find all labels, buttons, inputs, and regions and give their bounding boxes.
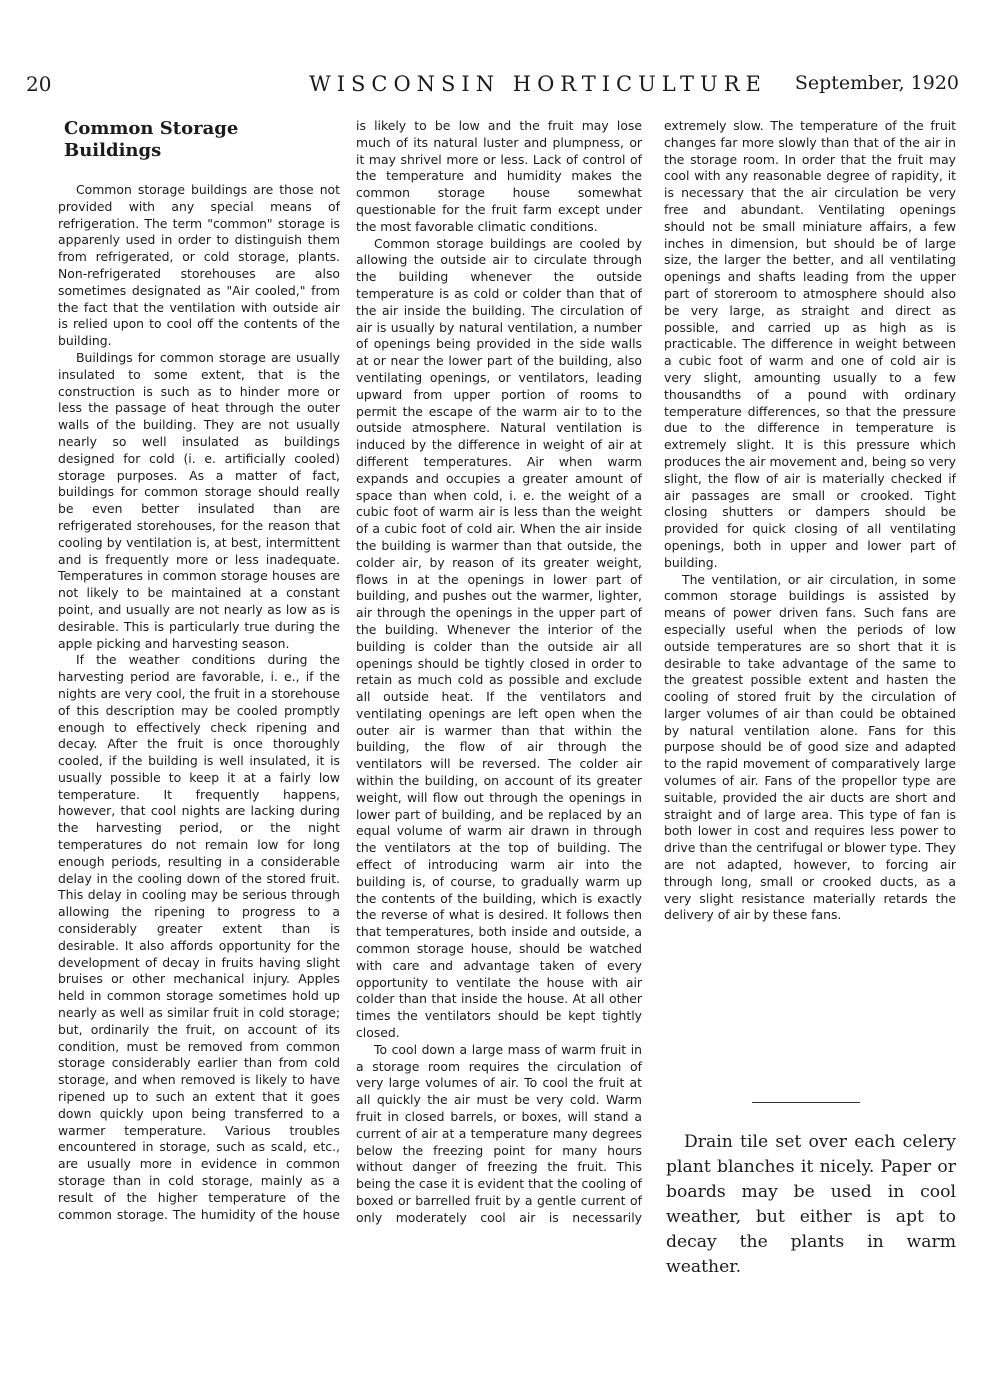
article-paragraph: If the weather conditions during the harvesting period are favorable, i. e., if the nights are very cool, the fruit in a storehouse of this description may be cooled promptly enough to effectively check ripening and decay. After the fruit is once thoroughly cooled, if the building is well insulated, it is usually possible to keep it at a fairly low temperature. It frequently happens, however, that cool nights are lacking during the harvesting period, or the night temperatures do not remain low for long enough periods, resulting in a considerable delay in the cooling down of the stored fruit. This delay in cooling may be serious through allowing the ripening to progress to a considerably greater extent than is desirable. It also affords opportunity for the development of decay in fruits having slight bruises or other mechanical injury. Apples held in common storage sometimes hold up nearly as well as similar fruit in cold storage; but, ordinarily the fruit, on account of its condition, must be removed from common storage considerably earlier than from cold storage, and when removed is likely to have ripened up to such an extent that it goes down quickly upon being transferred to a warmer temperature. Various troubles encountered in storage, such as scald, etc., are usually more in evidence in common storage than in cold storage, mainly as a result of the higher temperature of the common storage. The humidity of the house bbox=[58, 652, 340, 1222]
article-column-3 bbox=[664, 118, 956, 924]
journal-title: WISCONSIN HORTICULTURE bbox=[309, 72, 767, 96]
article-paragraph: Common storage buildings are cooled by allowing the outside air to circulate through the building whenever the outside temperature is as cold or colder than that of the air inside the building. The circulation of air is usually by natural ventilation, a number of openings being provided in the side walls at or near the lower part of the building, also ventilating openings, or ventilators, leading upward from upper portion of rooms to permit the escape of the warm air to to the outside atmosphere. Natural ventilation is induced by the difference in weight of air at different temperatures. Air when warm expands and occupies a greater amount of space than when cold, i. e. the weight of a cubic foot of warm air is less than the weight of a cubic foot of cold air. When the air inside the building is warmer than that outside, the colder air, by reason of its greater weight, flows in at the openings in lower part of building, and pushes out the warmer, lighter, air through the openings in the upper part of the building. Whenever the interior of the building is colder than the outside air all openings should be tightly closed in order to retain as much cold as possible and exclude all outside heat. If the ventilators and ventilating openings are left open when the outer air is warmer than that within the building, the flow of air through the ventilators will be reversed. The colder air within the building, on account of its greater weight, will flow out through the openings in lower part of building, and be replaced by an equal volume of warm air drawn in through the ventilators at the top of building. The effect of introducing warm air into the building is, of course, to gradually warm up the contents of the building, which is exactly the reverse of what is desired. It follows then that temperatures, both inside and outside, a common storage house, should be watched with care and advantage taken of every opportunity to ventilate the house with air colder than that inside the house. At all other times the ventilators should be kept tightly closed. bbox=[356, 235, 642, 1041]
article-title: Common Storage Buildings bbox=[64, 118, 239, 161]
article-paragraph-continued: extremely slow. The temperature of the fruit changes far more slowly than that of the air in the storage room. In order that the fruit may cool with any reasonable degree of rapidity, it is necessary that the air circulation be very free and abundant. Ventilating openings should not be small miniature affairs, a few inches in dimension, but should be of large size, the larger the better, and all ventilating openings and shafts leading from the upper part of storeroom to atmosphere should also be very large, as straight and direct as possible, and carried up as high as is practicable. The difference in weight between a cubic foot of warm and one of cold air is very slight, amounting usually to a few thousandths of a pound with ordinary temperature differences, so that the pressure due to the difference in temperature is extremely slight. It is this pressure which produces the air movement and, being so very slight, the flow of air is materially checked if air passages are small or crooked. Tight closing shutters or dampers should be provided for quick closing of all ventilating openings, both in upper and lower part of building. bbox=[664, 118, 956, 570]
article-paragraph: To cool down a large mass of warm fruit in a storage room requires the circulation of very large volumes of air. To cool the fruit at all quickly the air must be very cold. Warm fruit in closed barrels, or boxes, will stand a current of air at a temperature many degrees below the freezing point for many hours without danger of freezing the fruit. This being the case it is evident that the cooling of boxed or barrelled fruit by a gentle current of only moderately cool air is necessarily bbox=[356, 1041, 642, 1225]
article-paragraph: Buildings for common storage are usually insulated to some extent, that is the construction is such as to hinder more or less the passage of heat through the outer walls of the building. They are not usually nearly so well insulated as buildings designed for cold (i. e. artificially cooled) storage purposes. As a matter of fact, buildings for common storage should really be even better insulated than are refrigerated storehouses, for the reason that cooling by ventilation is, at best, intermittent and is frequently more or less inadequate. Temperatures in common storage houses are not likely to be maintained at a constant point, and usually are not nearly as low as is desirable. This is particularly true during the apple picking and harvesting season. bbox=[58, 349, 340, 651]
filler-note-text: Drain tile set over each celery plant blanches it nicely. Paper or boards may be used in cool weather, but either is apt to decay the plants in warm weather. bbox=[666, 1132, 956, 1277]
filler-note bbox=[666, 1130, 956, 1280]
running-header bbox=[26, 72, 959, 102]
article-paragraph: The ventilation, or air circulation, in some common storage buildings is assisted by means of power driven fans. Such fans are especially useful when the periods of low outside temperatures are so short that it is desirable to take advantage of the same to the greatest possible extent and hasten the cooling of stored fruit by the circulation of larger volumes of air than could be obtained by natural ventilation alone. Fans for this purpose should be of good size and adapted to the rapid movement of comparatively large volumes of air. Fans of the propellor type are suitable, provided the air ducts are short and straight and of large area. This type of fan is both lower in cost and requires less power to drive than the centrifugal or blower type. They are not adapted, however, to forcing air through long, small or crooked ducts, as a very slight resistance materially retards the delivery of air by these fans. bbox=[664, 571, 956, 923]
section-divider bbox=[752, 1102, 860, 1103]
article-paragraph-continued: is likely to be low and the fruit may lose much of its natural luster and plumpness, or it may shrivel more or less. Lack of control of the temperature and humidity makes the common storage house somewhat questionable for the fruit farm except under the most favorable climatic conditions. bbox=[356, 118, 642, 234]
article-paragraph: Common storage buildings are those not provided with any special means of refrigeration. The term "common" storage is apparenly used in order to distinguish them from refrigerated, or cold storage, plants. Non-refrigerated storehouses are also sometimes designated as "Air cooled," from the fact that the ventilation with outside air is relied upon to cool off the contents of the building. bbox=[58, 182, 340, 349]
page-number: 20 bbox=[26, 72, 52, 96]
article-column-2 bbox=[356, 118, 642, 1227]
article-column-1 bbox=[58, 118, 340, 1223]
issue-date: September, 1920 bbox=[794, 72, 959, 94]
